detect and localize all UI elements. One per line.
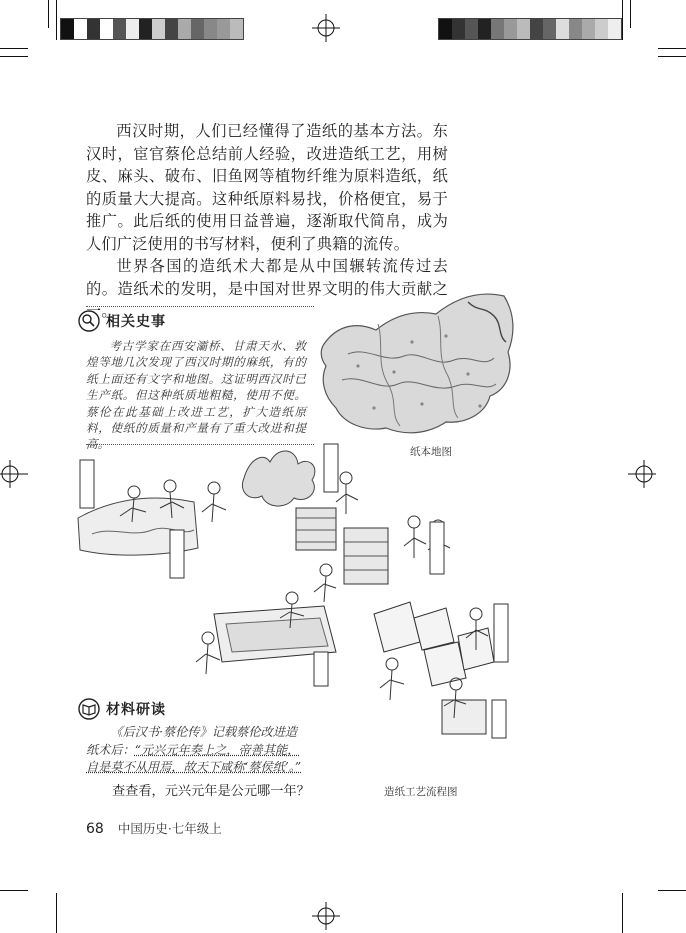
material-reading-text: 《后汉书·蔡伦传》记载蔡伦改进造纸术后：“元兴元年奏上之，帝善其能，自是莫不从用焉，故天下咸称‘蔡侯纸’。”: [86, 725, 302, 774]
quotation: “元兴元年奏上之，帝善其能，自是莫不从用焉，故天下咸称‘蔡侯纸’。”: [86, 742, 302, 774]
color-calibration-strip: [60, 18, 244, 40]
related-history-heading: [78, 310, 166, 332]
page-footer: [86, 819, 222, 837]
paper-map-image: [318, 284, 518, 442]
registration-mark-icon: [628, 460, 656, 488]
map-caption: 纸本地图: [410, 446, 452, 458]
crop-mark: [658, 56, 686, 57]
material-reading-heading: [78, 698, 166, 720]
crop-mark: [0, 56, 28, 57]
color-calibration-strip: [438, 18, 622, 40]
study-question: 查查看，元兴元年是公元哪一年？: [112, 784, 310, 799]
crop-mark: [658, 48, 686, 49]
crop-mark: [0, 48, 28, 49]
section-title: 相关史事: [106, 314, 166, 330]
crop-mark: [622, 893, 623, 933]
crop-mark: [56, 893, 57, 933]
registration-mark-icon: [0, 460, 28, 488]
process-caption: 造纸工艺流程图: [384, 786, 458, 798]
book-icon: [78, 698, 100, 720]
body-paragraph: 世界各国的造纸术大都是从中国辗转流传过去的。造纸术的发明，是中国对世界文明的伟大贡献之一。: [86, 257, 448, 320]
book-title: 中国历史·七年级上: [117, 821, 222, 836]
body-paragraph: 西汉时期，人们已经懂得了造纸的基本方法。东汉时，宦官蔡伦总结前人经验，改进造纸工艺，用树皮、麻头、破布、旧鱼网等植物纤维为原料造纸，纸的质量大大提高。这种纸原料易找，价格便宜，易于推广。此后纸的使用日益普遍，逐渐取代简帛，成为人们广泛使用的书写材料，便利了典籍的流传。: [86, 122, 448, 253]
crop-mark: [630, 0, 631, 28]
section-divider: [86, 306, 314, 307]
page-number: 68: [86, 821, 104, 837]
crop-mark: [658, 890, 686, 891]
section-title: 材料研读: [106, 702, 166, 718]
registration-mark-icon: [312, 14, 340, 42]
magnifier-icon: [78, 310, 100, 332]
crop-mark: [0, 890, 28, 891]
crop-mark: [56, 0, 57, 40]
crop-mark: [48, 0, 49, 28]
related-history-text: 考古学家在西安灞桥、甘肃天水、敦煌等地几次发现了西汉时期的麻纸，有的纸上面还有文字和地图。这证明西汉时已生产纸。但这种纸质地粗糙，使用不便。蔡伦在此基础上改进工艺，扩大造纸原料，使纸的质量和产量有了重大改进和提高。: [86, 339, 306, 452]
crop-mark: [622, 0, 623, 40]
registration-mark-icon: [312, 902, 340, 930]
